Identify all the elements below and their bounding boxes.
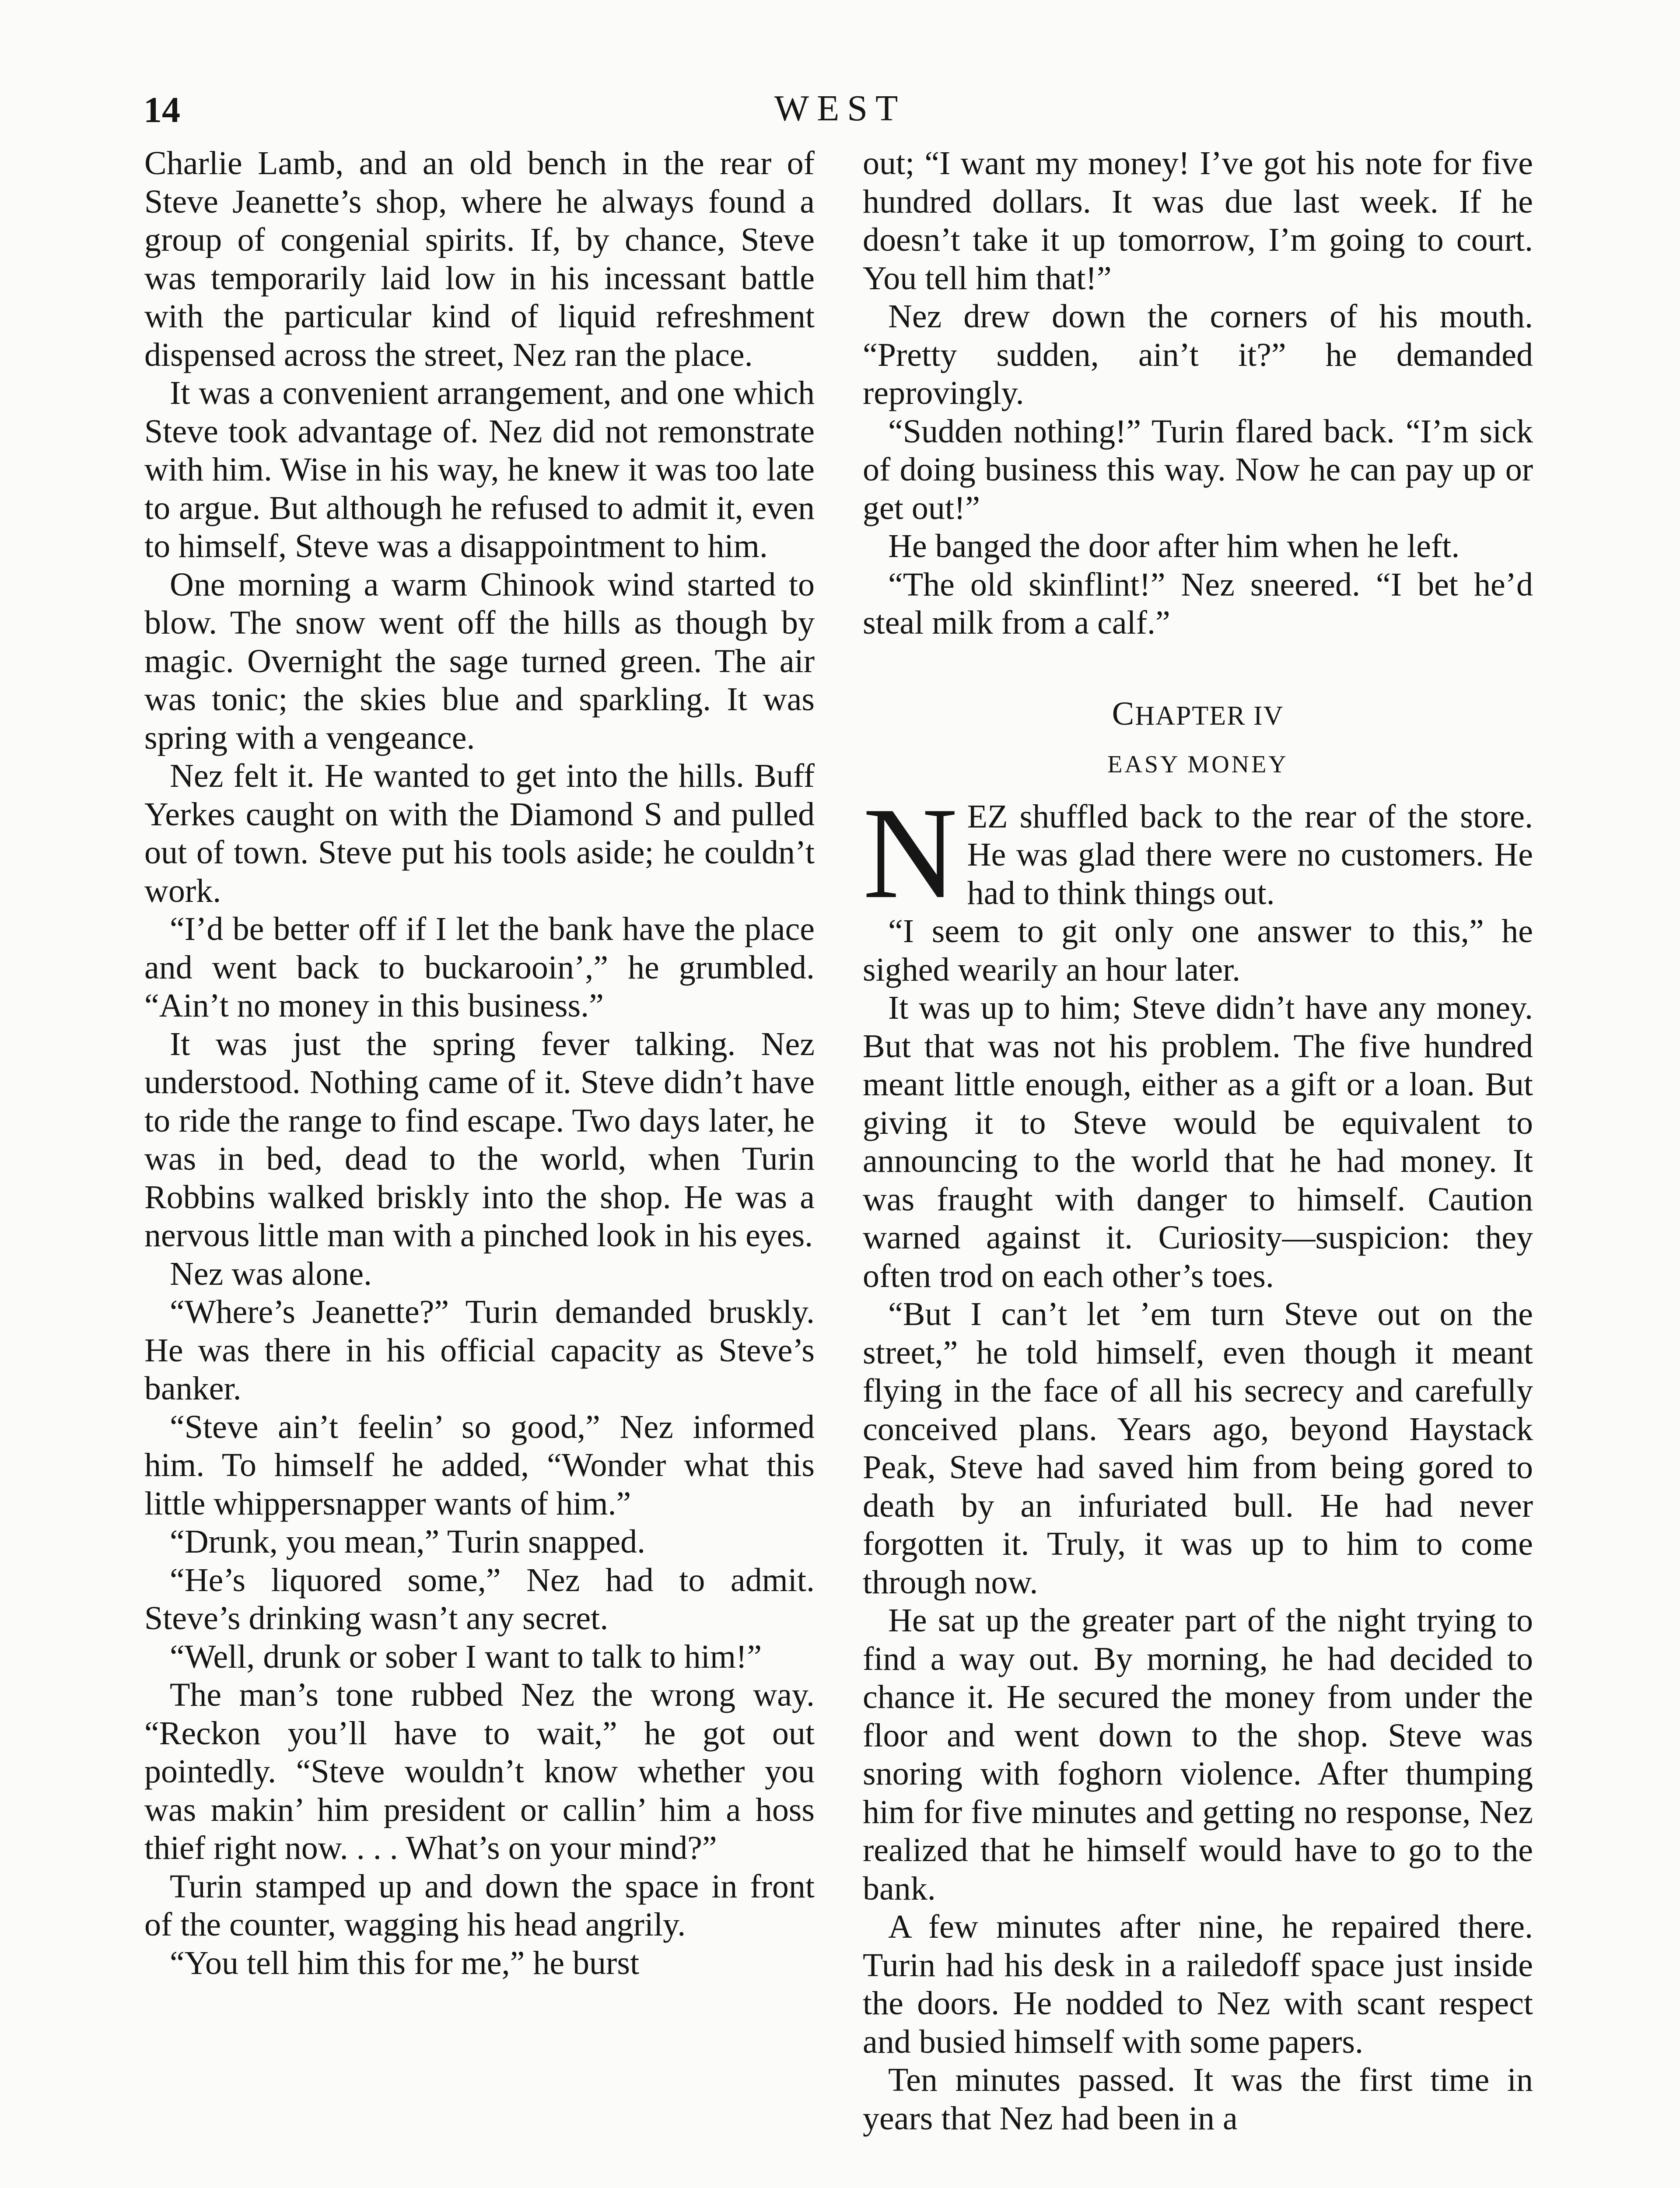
paragraph: It was up to him; Steve didn’t have any money. But that was not his problem. The five hundred meant little enough, either as a gift or a loan. But giving it to Steve would be equivalent to announcing to the world that he had money. It was fraught with danger to himself. Caution warned against it. Curiosity—suspicion: they often trod on each other’s toes.: [863, 989, 1533, 1294]
paragraph: Turin stamped up and down the space in front of the counter, wagging his head angrily.: [144, 1868, 815, 1943]
paragraph: He banged the door after him when he left.: [888, 528, 1460, 565]
chapter-heading-rest: HAPTER IV: [1135, 701, 1284, 731]
paragraph: “But I can’t let ’em turn Steve out on the street,” he told himself, even though it meant flying in the face of all his secrecy and carefully conceived plans. Years ago, beyond Haystack Peak, Steve had saved him from being gored to death by an infuriated bull. He had never forgotten it. Truly, it was up to him to come through now.: [863, 1296, 1533, 1601]
paragraph: “Sudden nothing!” Turin flared back. “I’m sick of doing business this way. Now he can pay up or get out!”: [863, 413, 1533, 526]
left-column: [144, 144, 815, 1982]
paragraph: “You tell him this for me,” he burst: [170, 1944, 640, 1981]
paragraph: Nez drew down the corners of his mouth. “Pretty sudden, ain’t it?” he demanded reprovingly.: [863, 298, 1533, 411]
paragraph: One morning a warm Chinook wind started to blow. The snow went off the hills as though by magic. Overnight the sage turned green. The air was tonic; the skies blue and sparkling. It was spring with a vengeance.: [144, 566, 815, 756]
paragraph: Ten minutes passed. It was the first time in years that Nez had been in a: [863, 2062, 1533, 2137]
paragraph: “I seem to git only one answer to this,” he sighed wearily an hour later.: [863, 913, 1533, 988]
paragraph: “Where’s Jeanette?” Turin demanded bruskly. He was there in his official capacity as Steve’s banker.: [144, 1294, 815, 1407]
paragraph: out; “I want my money! I’ve got his note for five hundred dollars. It was due last week. If he doesn’t take it up tomorrow, I’m going to court. You tell him that!”: [863, 145, 1533, 297]
chapter-heading-initial: C: [1112, 695, 1135, 732]
drop-cap: N: [863, 780, 958, 926]
paragraph: “He’s liquored some,” Nez had to admit. Steve’s drinking wasn’t any secret.: [144, 1561, 815, 1637]
paragraph: “The old skinflint!” Nez sneered. “I bet he’d steal milk from a calf.”: [863, 566, 1533, 641]
page-number: 14: [144, 90, 180, 130]
paragraph: A few minutes after nine, he repaired there. Turin had his desk in a railedoff space just inside the doors. He nodded to Nez with scant respect and busied himself with some papers.: [863, 1908, 1533, 2060]
paragraph: “Steve ain’t feelin’ so good,” Nez informed him. To himself he added, “Wonder what this little whippersnapper wants of him.”: [144, 1408, 815, 1522]
paragraph: The man’s tone rubbed Nez the wrong way. “Reckon you’ll have to wait,” he got out pointedly. “Steve wouldn’t know whether you was makin’ him president or callin’ him a hoss thief right now. . . . What’s on your mind?”: [144, 1676, 815, 1866]
chapter-heading: [863, 697, 1533, 730]
paragraph: It was a convenient arrangement, and one which Steve took advantage of. Nez did not remonstrate with him. Wise in his way, he knew it was too late to argue. But although he refused to admit it, even to himself, Steve was a disappointment to him.: [144, 375, 815, 565]
paragraph: It was just the spring fever talking. Nez understood. Nothing came of it. Steve didn’t have to ride the range to find escape. Two days later, he was in bed, dead to the world, when Turin Robbins walked briskly into the shop. He was a nervous little man with a pinched look in his eyes.: [144, 1025, 815, 1254]
paragraph: “I’d be better off if I let the bank have the place and went back to buckarooin’,” he grumbled. “Ain’t no money in this business.”: [144, 911, 815, 1024]
right-column: [863, 144, 1533, 2138]
paragraph: “Well, drunk or sober I want to talk to him!”: [170, 1638, 762, 1675]
running-head: WEST: [774, 88, 906, 129]
paragraph: “Drunk, you mean,” Turin snapped.: [170, 1523, 646, 1560]
paragraph: Nez felt it. He wanted to get into the hills. Buff Yerkes caught on with the Diamond S and pulled out of town. Steve put his tools aside; he couldn’t work.: [144, 757, 815, 909]
chapter-subtitle: EASY MONEY: [1107, 750, 1288, 778]
chapter-opening-paragraph: [863, 780, 1533, 926]
paragraph: He sat up the greater part of the night trying to find a way out. By morning, he had decided to chance it. He secured the money from under the floor and went down to the shop. Steve was snoring with foghorn violence. After thumping him for five minutes and getting no response, Nez realized that he himself would have to go to the bank.: [863, 1602, 1533, 1907]
paragraph: Nez was alone.: [170, 1255, 372, 1292]
paragraph: Charlie Lamb, and an old bench in the rear of Steve Jeanette’s shop, where he always found a group of congenial spirits. If, by chance, Steve was temporarily laid low in his incessant battle with the particular kind of liquid refreshment dispensed across the street, Nez ran the place.: [144, 145, 815, 373]
opening-text: EZ shuffled back to the rear of the store. He was glad there were no customers. He had to think things out.: [967, 798, 1533, 912]
